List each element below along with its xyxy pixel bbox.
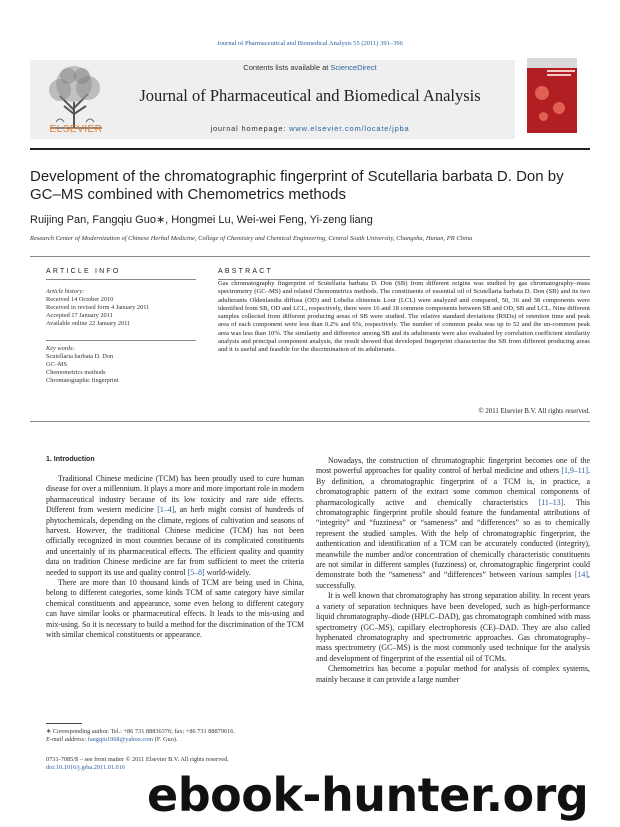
header-divider [30, 148, 590, 150]
homepage-prefix: journal homepage: [210, 124, 287, 133]
paragraph-text: Chemometrics has become a popular method for analysis of complex systems, mainly because it can provide a large number [316, 664, 590, 684]
journal-title[interactable]: Journal of Pharmaceutical and Biomedical Analysis [139, 86, 481, 105]
keywords-label: Key words: [46, 345, 75, 352]
doi-link[interactable]: doi:10.1016/j.jpba.2011.01.016 [46, 764, 125, 771]
elsevier-tree-logo [38, 62, 113, 130]
citation-link[interactable]: [1–4] [157, 505, 175, 515]
contents-prefix: Contents lists available at [243, 63, 329, 72]
section-divider [30, 256, 590, 257]
article-history [46, 288, 196, 328]
email-suffix: (F. Guo). [154, 736, 178, 743]
journal-homepage-line [120, 124, 500, 133]
history-item: Received in revised form 4 January 2011 [46, 304, 150, 311]
paragraph-text: Nowadays, the construction of chromatographic fingerprint becomes one of the most powerful approaches for quality control of herbal medicine and others [316, 456, 590, 476]
publisher-wordmark: ELSEVIER [49, 124, 103, 135]
citation-link[interactable]: [11–13] [538, 497, 564, 507]
body-paragraph [316, 456, 590, 591]
email-line [46, 736, 304, 744]
body-paragraph [316, 591, 590, 664]
keyword: Scutellaria barbata D. Don [46, 353, 114, 360]
paragraph-text: There are more than 10 thousand kinds of TCM are being used in China, belong to different categories, some kinds TCM of same category have similar chemical constituents and appearance, some even belong to different category can have similar looks or pharmaceutical effects. It leads to the mis-using and mix-using. So it is necessary to build a method for the discrimination of the TCM with similar chemical constituents or appearance. [46, 578, 304, 640]
paragraph-text: , successfully. [316, 570, 590, 590]
citation-link[interactable]: [1,9–11] [561, 466, 589, 476]
paragraph-text: , an herb might consist of hundreds of phytochemicals, depending on the climate, regions of cultivation and seasons of harvest. However, the traditional Chinese medicine (TCM) has not been officially recognized in most countries because of its complicated constituents and uncertainly of its pharmaceutical effects. The efficient quality and quantity data on tradition Chinese medicine are far from sufficient to meet the criteria needed to support its use and quality control [46, 505, 304, 577]
abstract-heading: ABSTRACT [218, 268, 273, 275]
cover-graphic [535, 86, 549, 100]
keyword: Chromatographic fingerprint [46, 377, 119, 384]
cover-title-line [547, 74, 571, 76]
body-column-left [46, 474, 304, 641]
abstract-text: Gas chromatography fingerprint of Scutellaria barbata D. Don (SB) from different origins was studied by gas chromatography–mass spectrometry (GC–MS) and related Chemometrics methods. The constituents of essential oil of Scutellaria barbata D. Don (SB) and its two adulterants Oldenlandia diffusa (OD) and Lobelia chinensis Lour (LCL) were analyzed and compared, 50, 36 and 38 components were identified from SB, OD and LCL, respectively, there were 16 and 18 common components between SB and OD, SB and LCL. Nine different samples collected from different producing areas of SB were studied. The relative standard deviations (RSDs) of retention time and peak area of each component were less than 0.2% and 6%, respectively. The number of common peaks was up to 52 and the un-common peak area was less than 10%. The similarity and difference among SB and its adulterants were also evaluated by correlation coefficient similarity analysis and principal component analysis, the result showed that developed fingerprint characterize the SB from different producing areas and it is useful and feasible for the discrimination of its adulterants. [218, 280, 590, 354]
section-divider [30, 421, 590, 422]
history-item: Available online 22 January 2011 [46, 320, 131, 327]
body-paragraph [46, 578, 304, 640]
article-info-heading: ARTICLE INFO [46, 268, 121, 275]
paper-title: Development of the chromatographic fingerprint of Scutellaria barbata D. Don by GC–MS combined with Chemometrics methods [30, 168, 564, 203]
introduction-heading: 1. Introduction [46, 456, 95, 463]
watermark-text: ebook-hunter.org [147, 768, 589, 822]
cover-band [527, 58, 577, 68]
footnote-rule [46, 723, 82, 724]
copyright-notice: © 2011 Elsevier B.V. All rights reserved. [478, 408, 590, 415]
body-column-right [316, 456, 590, 685]
cover-graphic [553, 102, 565, 114]
body-paragraph [46, 474, 304, 578]
citation-link[interactable]: [14] [574, 570, 589, 580]
paragraph-text: . By definition, a chromatographic fingerprint of a TCM is, in practice, a chromatographic pattern of the extract some common chemical components of pharmacologically active and chemically characteristics [316, 466, 590, 507]
email-label: E-mail address: [46, 736, 87, 743]
sciencedirect-link[interactable]: ScienceDirect [330, 63, 377, 72]
cover-graphic [539, 112, 548, 121]
history-item: Accepted 17 January 2011 [46, 312, 113, 319]
keyword: Chemometrics methods [46, 369, 106, 376]
journal-cover-image[interactable] [527, 58, 577, 133]
cover-title-line [547, 70, 575, 72]
journal-reference[interactable]: Journal of Pharmaceutical and Biomedical Analysis 55 (2011) 391–396 [217, 40, 403, 47]
paragraph-text: world-widely. [204, 567, 251, 577]
keyword: GC–MS [46, 361, 67, 368]
history-item: Received 14 October 2010 [46, 296, 114, 303]
issn-line: 0731-7085/$ – see front matter © 2011 Elsevier B.V. All rights reserved. [46, 756, 229, 763]
body-paragraph [316, 664, 590, 685]
corresponding-author: ∗ Corresponding author. Tel.: +86 731 88836376; fax: +86 731 88879616. [46, 728, 235, 735]
contents-line [120, 63, 500, 72]
paragraph-text: Traditional Chinese medicine (TCM) has been proudly used to cure human disease for over a millennium. It plays a more and more important role in modern pharmaceutical industry because of its low toxicity and rare side effects. Different from western medicine [46, 474, 304, 515]
author-list: Ruijing Pan, Fangqiu Guo∗, Hongmei Lu, Wei-wei Feng, Yi-zeng liang [30, 214, 373, 226]
info-divider [46, 340, 196, 341]
citation-link[interactable]: [5–8] [187, 567, 205, 577]
paragraph-text: It is well known that chromatography has strong separation ability. In recent years a variety of separation techniques have been developed, such as high-performance liquid chromatography–diode (HPLC–DAD), gas chromatograph combined with mass spectrometry (GC–MS), capillary electrophoresis (CE)–DAD. They are also called hyphenated chromatography and spectrometric approaches. Gas chromatography–mass spectrometry (GC–MS) is the most commonly used technique for the analysis and development of fingerprint of the essential oil of TCMs. [316, 591, 590, 663]
info-divider [46, 279, 196, 280]
paragraph-text: . This chromatographic fingerprint profile should feature the fundamental attributions of “integrity” and “fuzziness” or “sameness” and “differences” so as to chemically represent the studied samples. With the help of chromatographic fingerprint, the authentication and identification of a TCM can be accurately conducted (integrity), meanwhile the number and/or concentration of chemically characteristic constituents are not similar in different samples (fuzziness) or, chromatographic fingerprint could demonstrate both the “sameness” and “differences” between various samples [316, 497, 590, 580]
homepage-link[interactable]: www.elsevier.com/locate/jpba [289, 124, 410, 133]
email-link[interactable]: fangqiu1968@yahoo.com [87, 736, 154, 743]
keywords [46, 345, 196, 385]
affiliation: Research Center of Modernization of Chinese Herbal Medicine, College of Chemistry and Chemical Engineering, Central South University, Changsha, Hunan, PR China [30, 235, 473, 242]
history-label: Article history: [46, 288, 85, 295]
footnote [46, 728, 304, 744]
